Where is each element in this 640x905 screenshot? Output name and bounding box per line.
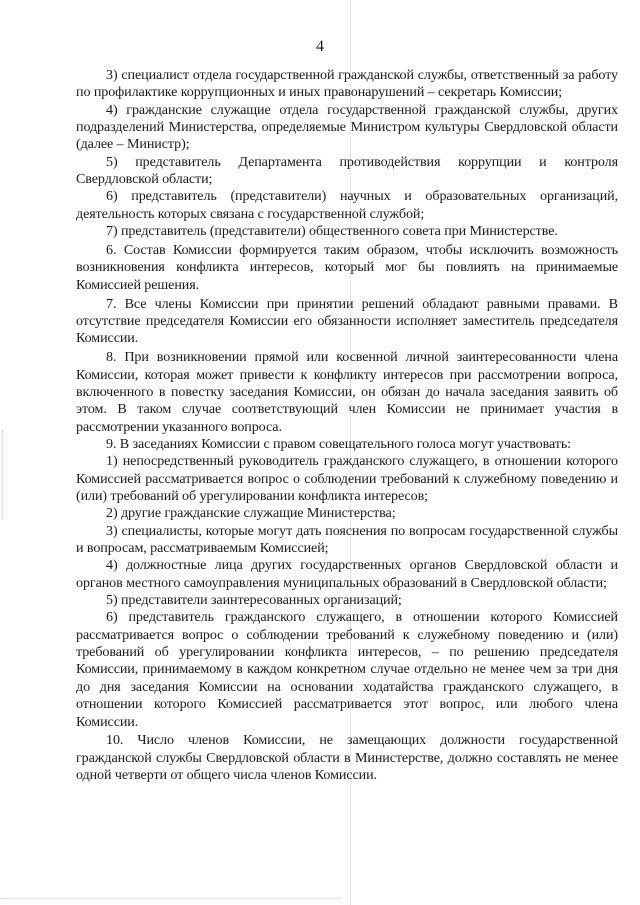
paragraph-4-civil-servants: 4) гражданские служащие отдела государственной гражданской службы, других подразделений Министерства, определяемые Министром культуры Свердловской области (далее – Министр); [76,101,618,153]
paragraph-6-scientific-orgs: 6) представитель (представители) научных и образовательных организаций, деятельность которых связана с государственной службой; [76,188,618,222]
clause-9-item-4: 4) должностные лица других государственных органов Свердловской области и органов местного самоуправления муниципальных образований в Свердловской области; [76,557,618,591]
document-body [76,67,618,784]
clause-10-member-quota: 10. Число членов Комиссии, не замещающих должности государственной гражданской службы Свердловской области в Министерстве, должно составлять не менее одной четверти от общего числа членов Комиссии. [76,732,618,784]
clause-7-equal-rights: 7. Все члены Комиссии при принятии решений обладают равными правами. В отсутствие председателя Комиссии его обязанности исполняет заместитель председателя Комиссии. [76,295,618,347]
scan-margin-mark [2,430,4,520]
clause-6-composition: 6. Состав Комиссии формируется таким образом, чтобы исключить возможность возникновения конфликта интересов, который мог бы повлиять на принимаемые Комиссией решения. [76,242,618,293]
clause-9-item-6: 6) представитель гражданского служащего, в отношении которого Комиссией рассматривается вопрос о соблюдении требований к служебному поведению и (или) требований об урегулировании конфликта интересов, – по решению председателя Комиссии, принимаемому в каждом конкретном случае отдельно не менее чем за три дня до дня заседания Комиссии на основании ходатайства гражданского служащего, в отношении которого Комиссией рассматривается этот вопрос, или любого члена Комиссии. [76,609,618,730]
clause-9-item-3: 3) специалисты, которые могут дать пояснения по вопросам государственной службы и вопросам, рассматриваемым Комиссией; [76,522,618,557]
clause-9-advisory-participants: 9. В заседаниях Комиссии с правом совещательного голоса могут участвовать: [106,436,571,452]
clause-9-item-1: 1) непосредственный руководитель гражданского служащего, в отношении которого Комиссией рассматривается вопрос о соблюдении требований к служебному поведению и (или) требований об урегулировании конфликта интересов; [76,453,618,505]
clause-9-item-2: 2) другие гражданские служащие Министерства; [106,505,396,522]
paragraph-7-public-council: 7) представитель (представители) общественного совета при Министерстве. [106,223,558,240]
clause-8-conflict-of-interest: 8. При возникновении прямой или косвенной личной заинтересованности члена Комиссии, которая может привести к конфликту интересов при рассмотрении вопроса, включенного в повестку заседания Комиссии, он обязан до начала заседания заявить об этом. В таком случае соответствующий член Комиссии не принимает участия в рассмотрении указанного вопроса. [76,349,618,435]
paragraph-3-secretary: 3) специалист отдела государственной гражданской службы, ответственный за работу по профилактике коррупционных и иных правонарушений – секретарь Комиссии; [76,67,618,101]
page-number: 4 [316,38,324,55]
scan-bottom-mark [0,898,340,899]
paragraph-5-anticorruption-dept: 5) представитель Департамента противодействия коррупции и контроля Свердловской области; [76,153,618,188]
clause-9-item-5: 5) представители заинтересованных организаций; [106,592,402,609]
